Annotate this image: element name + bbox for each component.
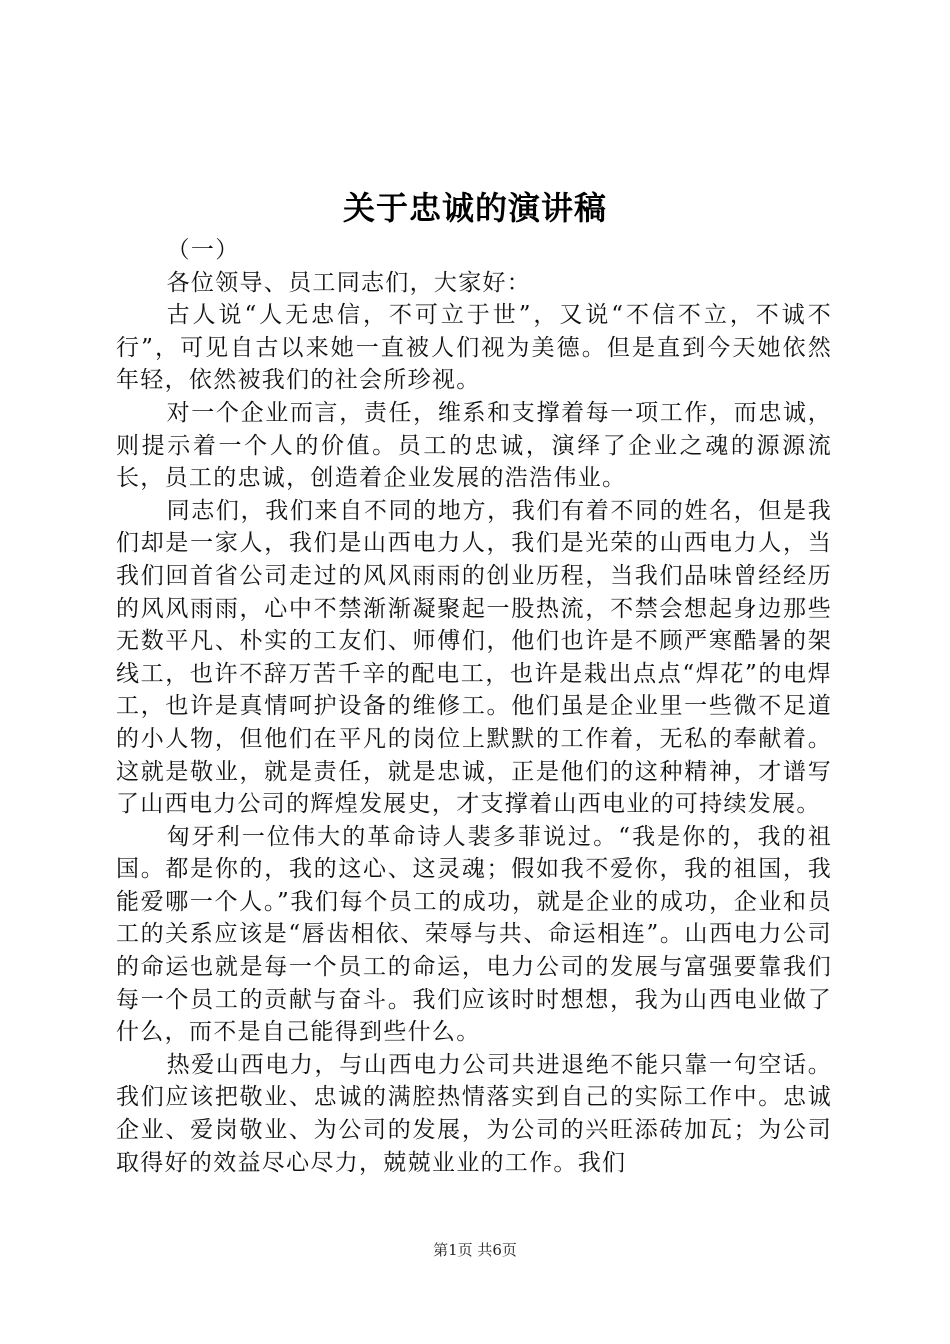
paragraph-greeting: 各位领导、员工同志们，大家好： <box>166 269 532 296</box>
paragraph-2: 对一个企业而言，责任，维系和支撑着每一项工作，而忠诚，则提示着一个人的价值。员工的忠诚，演绎了企业之魂的源源流长，员工的忠诚，创造着企业发展的浩浩伟业。 <box>116 399 832 492</box>
paragraph-3: 同志们，我们来自不同的地方，我们有着不同的姓名，但是我们却是一家人，我们是山西电力人，我们是光荣的山西电力人，当我们回首省公司走过的风风雨雨的创业历程，当我们品味曾经经历的风风雨雨，心中不禁渐渐凝聚起一股热流，不禁会想起身边那些无数平凡、朴实的工友们、师傅们，他们也许是不顾严寒酷暑的架线工，也许不辞万苦千辛的配电工，也许是栽出点点“焊花”的电焊工，也许是真情呵护设备的维修工。他们虽是企业里一些微不足道的小人物，但他们在平凡的岗位上默默的工作着，无私的奉献着。这就是敬业，就是责任，就是忠诚，正是他们的这种精神，才谱写了山西电力公司的辉煌发展史，才支撑着山西电业的可持续发展。 <box>116 497 832 818</box>
document-title: 关于忠诚的演讲稿 <box>342 189 607 227</box>
paragraph-section-marker: （一） <box>166 237 240 263</box>
page-footer: 第1页 共6页 <box>433 1241 517 1259</box>
paragraph-5: 热爱山西电力，与山西电力公司共进退绝不能只靠一句空话。我们应该把敬业、忠诚的满腔热情落实到自己的实际工作中。忠诚企业、爱岗敬业、为公司的发展，为公司的兴旺添砖加瓦；为公司取得好的效益尽心尽力，兢兢业业的工作。我们 <box>116 1051 832 1176</box>
paragraph-4: 匈牙利一位伟大的革命诗人裴多菲说过。“我是你的，我的祖国。都是你的，我的这心、这灵魂；假如我不爱你，我的祖国，我能爱哪一个人。”我们每个员工的成功，就是企业的成功，企业和员工的关系应该是“唇齿相依、荣辱与共、命运相连”。山西电力公司的命运也就是每一个员工的命运，电力公司的发展与富强要靠我们每一个员工的贡献与奋斗。我们应该时时想想，我为山西电业做了什么，而不是自己能得到些什么。 <box>116 823 832 1046</box>
paragraph-1: 古人说“人无忠信，不可立于世”，又说“不信不立，不诚不行”，可见自古以来她一直被人们视为美德。但是直到今天她依然年轻，依然被我们的社会所珍视。 <box>116 302 832 394</box>
document-body <box>116 234 832 1179</box>
